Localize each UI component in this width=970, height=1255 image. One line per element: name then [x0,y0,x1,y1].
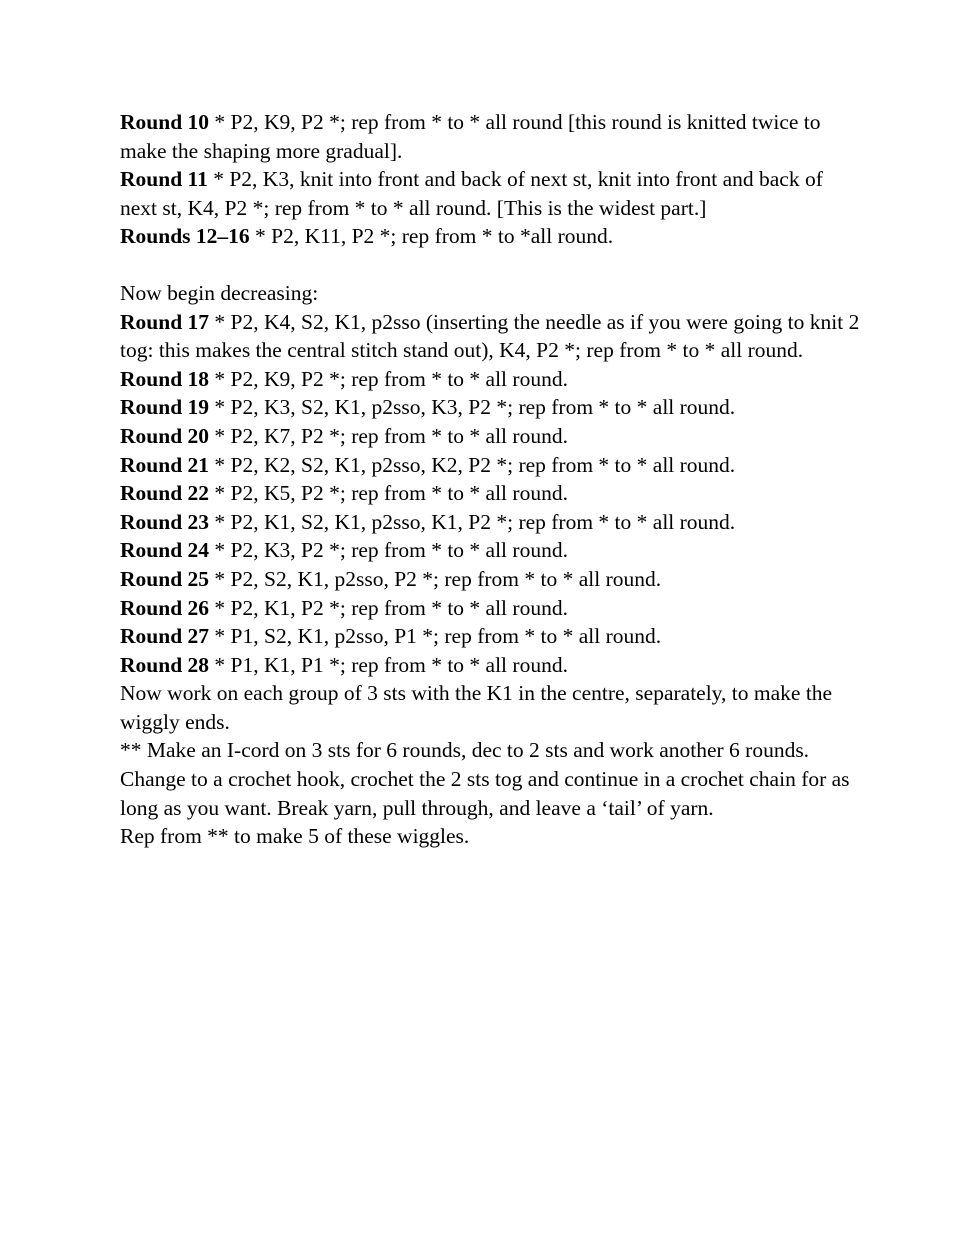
round-text: * P2, K7, P2 *; rep from * to * all round. [209,423,568,448]
body-text: Change to a crochet hook, crochet the 2 sts tog and continue in a crochet chain for as long as you want. Break yarn, pull through, and leave a ‘tail’ of yarn. [120,767,850,820]
body-text: Now begin decreasing: [120,280,319,305]
round-text: * P2, S2, K1, p2sso, P2 *; rep from * to * all round. [209,566,662,591]
paragraph-round-25 [120,565,860,594]
round-label: Rounds 12–16 [120,224,250,249]
paragraph-round-18 [120,365,860,394]
round-text: * P1, S2, K1, p2sso, P1 *; rep from * to * all round. [209,624,662,649]
round-label: Round 27 [120,624,210,649]
round-label: Round 25 [120,566,210,591]
body-text: Rep from ** to make 5 of these wiggles. [120,824,470,849]
round-text: * P2, K2, S2, K1, p2sso, K2, P2 *; rep from * to * all round. [209,452,736,477]
round-text: * P2, K4, S2, K1, p2sso (inserting the needle as if you were going to knit 2 tog: this makes the central stitch stand out), K4, P2 *; rep from * to * all round. [120,309,860,363]
paragraph-round-27 [120,622,860,651]
round-text: * P2, K3, S2, K1, p2sso, K3, P2 *; rep from * to * all round. [209,395,736,420]
paragraph-round-19 [120,393,860,422]
paragraph-crochet-instruction [120,765,860,822]
round-text: * P2, K1, P2 *; rep from * to * all round. [209,595,568,620]
round-label: Round 20 [120,423,210,448]
round-text: * P2, K1, S2, K1, p2sso, K1, P2 *; rep from * to * all round. [209,509,736,534]
round-text: * P2, K9, P2 *; rep from * to * all round [this round is knitted twice to make the shaping more gradual]. [120,110,821,163]
round-label: Round 21 [120,452,210,477]
paragraph-round-21 [120,451,860,480]
paragraph-i-cord-instruction [120,736,860,765]
round-label: Round 28 [120,652,210,677]
paragraph-round-17 [120,308,860,365]
paragraph-round-22 [120,479,860,508]
paragraph-round-28 [120,651,860,680]
round-label: Round 26 [120,595,210,620]
document-body [120,108,860,851]
round-label: Round 18 [120,366,210,391]
round-text: * P1, K1, P1 *; rep from * to * all round. [209,652,568,677]
paragraph-spacer [120,251,860,279]
body-text: Now work on each group of 3 sts with the K1 in the centre, separately, to make the wiggly ends. [120,681,833,734]
body-text: ** Make an I-cord on 3 sts for 6 rounds, dec to 2 sts and work another 6 rounds. [120,738,810,763]
round-text: * P2, K11, P2 *; rep from * to *all round. [249,224,614,249]
paragraph-round-20 [120,422,860,451]
paragraph-rounds-12-16 [120,222,860,251]
round-text: * P2, K3, knit into front and back of next st, knit into front and back of next st, K4, P2 *; rep from * to * all round. [This is the widest part.] [120,167,823,220]
round-text: * P2, K9, P2 *; rep from * to * all round. [209,366,568,391]
round-label: Round 22 [120,481,210,506]
paragraph-round-10 [120,108,860,165]
paragraph-round-11 [120,165,860,222]
round-label: Round 23 [120,509,210,534]
round-text: * P2, K5, P2 *; rep from * to * all round. [209,481,568,506]
paragraph-rep-wiggles [120,822,860,851]
round-text: * P2, K3, P2 *; rep from * to * all round. [209,538,568,563]
round-label: Round 24 [120,538,210,563]
paragraph-wiggly-ends-note [120,679,860,736]
paragraph-round-24 [120,536,860,565]
round-label: Round 10 [120,110,210,134]
paragraph-round-23 [120,508,860,537]
paragraph-now-begin-decreasing [120,279,860,308]
paragraph-round-26 [120,594,860,623]
round-label: Round 19 [120,395,210,420]
round-label: Round 11 [120,167,208,192]
round-label: Round 17 [120,309,210,334]
